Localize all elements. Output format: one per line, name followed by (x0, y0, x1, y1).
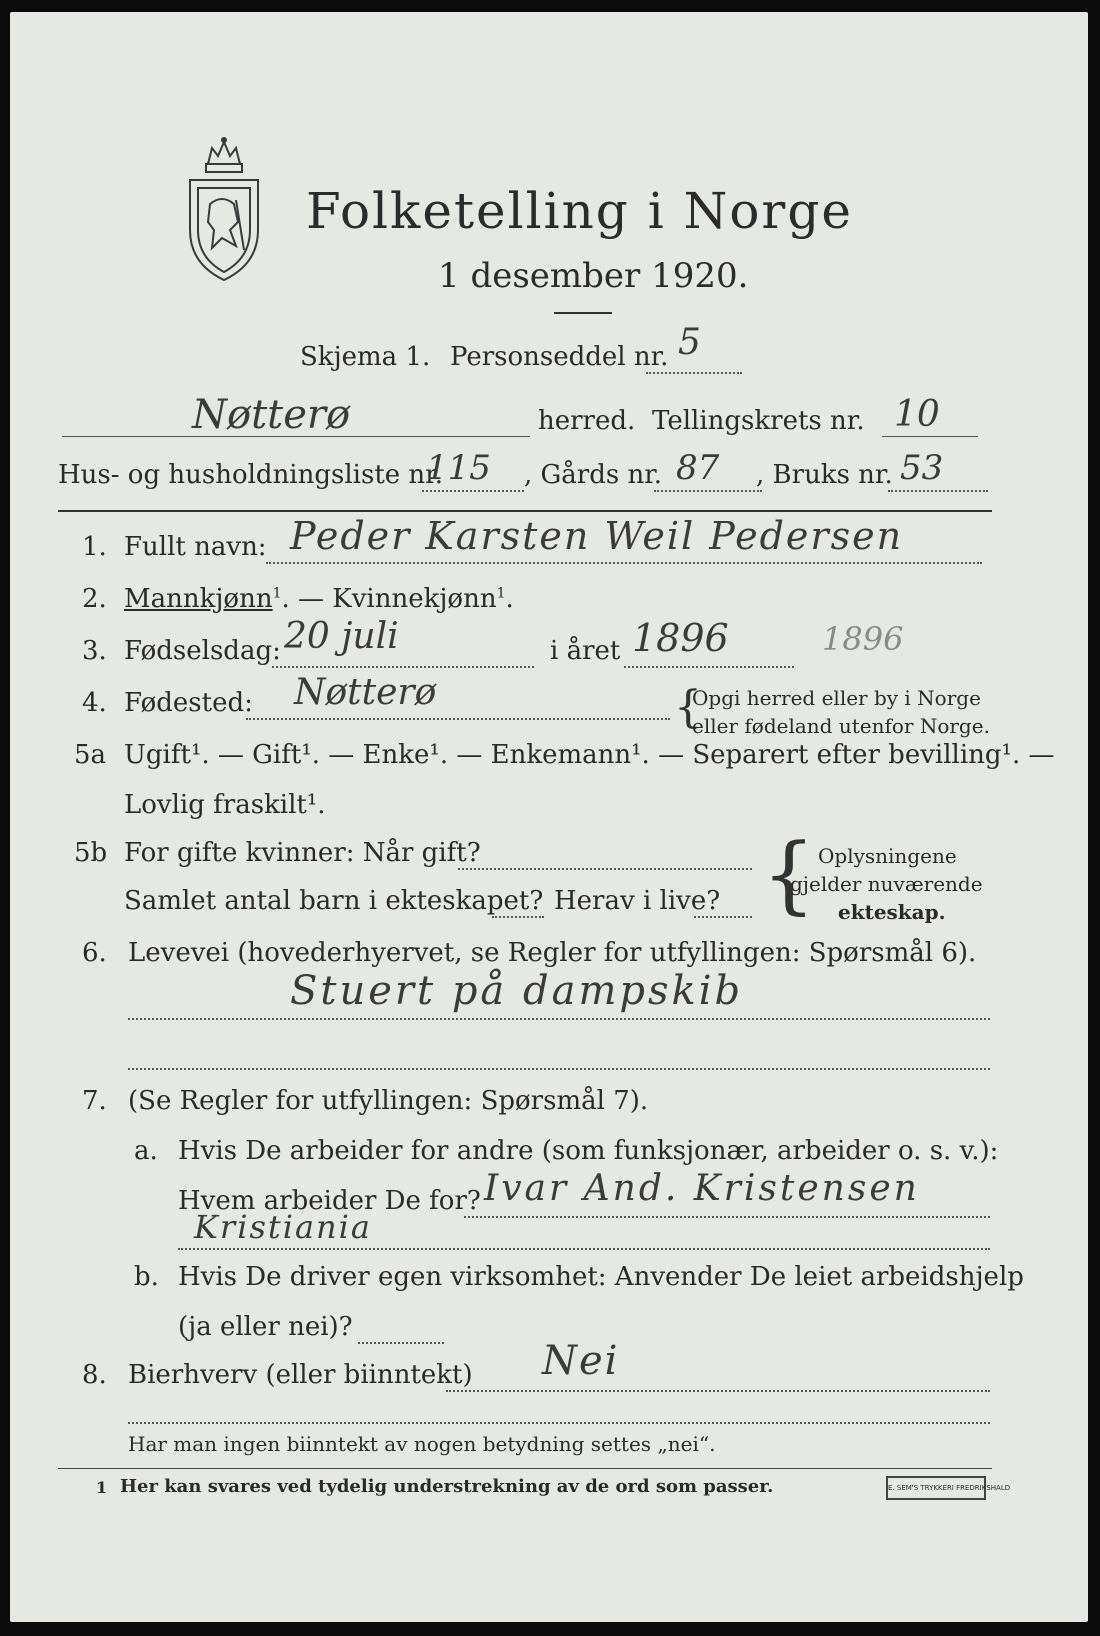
q4-number: 4. (82, 688, 107, 718)
q3-year-line (624, 666, 794, 668)
q1-label: Fullt navn: (124, 532, 267, 562)
q5b-note-1: Oplysningene (818, 844, 957, 868)
q7b-question: (ja eller nei)? (178, 1312, 353, 1342)
personseddel-label: Personseddel nr. (450, 342, 669, 372)
q1-number: 1. (82, 532, 107, 562)
title-divider (554, 312, 612, 314)
q7b-number: b. (134, 1262, 159, 1292)
q4-label: Fødested: (124, 688, 253, 718)
q5b-label-2: Samlet antal barn i ekteskapet? (124, 886, 544, 916)
tellingskrets-label: Tellingskrets nr. (652, 406, 865, 436)
q5b-label-1: For gifte kvinner: Når gift? (124, 838, 481, 868)
q5b-brace: { (762, 825, 816, 923)
q7-label: (Se Regler for utfyllingen: Spørsmål 7). (128, 1086, 649, 1116)
form-date: 1 desember 1920. (438, 256, 749, 296)
gards-label: , Gårds nr. (524, 460, 663, 490)
q4-brace: { (674, 682, 702, 733)
q5b-note-2: gjelder nuværende (790, 872, 983, 896)
q7a-line-1 (464, 1216, 990, 1218)
q7a-number: a. (134, 1136, 158, 1166)
q5b-note-3: ekteskap. (838, 900, 946, 924)
q8-label: Bierhverv (eller biinntekt) (128, 1360, 473, 1390)
q3-label: Fødselsdag: (124, 636, 281, 666)
q7b-line (358, 1342, 444, 1344)
q7-number: 7. (82, 1086, 107, 1116)
q6-occupation-value[interactable]: Stuert på dampskib (290, 968, 744, 1014)
footer-divider (58, 1468, 992, 1469)
q7b-label: Hvis De driver egen virksomhet: Anvender De leiet arbeidshjelp (178, 1262, 1024, 1292)
q2-male-option[interactable]: Mannkjønn (124, 584, 273, 614)
q7a-employer-city-value[interactable]: Kristiania (194, 1208, 372, 1246)
q4-birthplace-value[interactable]: Nøtterø (294, 672, 437, 713)
q8-number: 8. (82, 1360, 107, 1390)
q3-year-label: i året (550, 636, 621, 666)
q3-year-note: 1896 (822, 620, 904, 658)
gards-value[interactable]: 87 (676, 448, 720, 488)
personseddel-value[interactable]: 5 (678, 322, 701, 363)
bruks-value[interactable]: 53 (900, 448, 944, 488)
q5b-line-1 (458, 868, 752, 870)
q8-line-2 (128, 1422, 990, 1424)
herred-label: herred. (538, 406, 636, 436)
q1-full-name-value[interactable]: Peder Karsten Weil Pedersen (290, 514, 904, 558)
q3-day-line (272, 666, 534, 668)
q2-sup-2: 1 (496, 585, 506, 602)
q1-line (266, 562, 982, 564)
herred-value[interactable]: Nøtterø (192, 392, 351, 438)
q3-year-value[interactable]: 1896 (632, 616, 729, 660)
form-title: Folketelling i Norge (306, 182, 853, 240)
bierhverv-note: Har man ingen biinntekt av nogen betydning settes „nei“. (128, 1432, 716, 1456)
schema-label: Skjema 1. (300, 342, 431, 372)
tellingskrets-value[interactable]: 10 (894, 394, 940, 435)
q7a-employer-value[interactable]: Ivar And. Kristensen (484, 1168, 920, 1209)
q2-sup-1: 1 (272, 585, 282, 602)
coat-of-arms-icon (182, 134, 266, 284)
footnote-text: Her kan svares ved tydelig understrekning av de ord som passer. (120, 1476, 774, 1497)
q5b-line-2 (492, 916, 544, 918)
header-divider (58, 510, 992, 512)
hus-value[interactable]: 115 (426, 448, 491, 488)
q5b-line-3 (694, 916, 752, 918)
q3-day-value[interactable]: 20 juli (284, 616, 399, 657)
q8-line-1 (446, 1390, 990, 1392)
q7a-line-2 (178, 1248, 990, 1250)
q6-line-2 (128, 1068, 990, 1070)
q2-end: . (505, 584, 514, 614)
q7a-label: Hvis De arbeider for andre (som funksjonær, arbeider o. s. v.): (178, 1136, 999, 1166)
q2-female-option[interactable]: Kvinnekjønn (332, 584, 497, 614)
q4-note-2: eller fødeland utenfor Norge. (692, 714, 990, 738)
hus-line (422, 490, 524, 492)
hus-label: Hus- og husholdningsliste nr. (58, 460, 444, 490)
q6-label: Levevei (hovederhyervet, se Regler for utfyllingen: Spørsmål 6). (128, 938, 977, 968)
tellingskrets-line (882, 436, 978, 437)
personseddel-line (646, 372, 742, 374)
printer-mark (886, 1476, 1011, 1500)
gards-line (654, 490, 762, 492)
footnote-number: 1 (96, 1478, 108, 1497)
q5a-options[interactable]: Ugift¹. — Gift¹. — Enke¹. — Enkemann¹. — Separert efter bevilling¹. — (124, 740, 1055, 770)
q5a-options-line2[interactable]: Lovlig fraskilt¹. (124, 790, 326, 820)
q5b-number: 5b (74, 838, 108, 868)
bruks-label: , Bruks nr. (756, 460, 893, 490)
q2-separator: . — (281, 584, 333, 614)
census-form (10, 12, 1088, 1622)
q6-line-1 (128, 1018, 990, 1020)
q2-gender (124, 584, 514, 614)
q4-line (246, 718, 670, 720)
q3-number: 3. (82, 636, 107, 666)
printer-text: E. SEM'S TRYKKERI FREDRIKSHALD (888, 1484, 1011, 1492)
bruks-line (888, 490, 988, 492)
q8-value[interactable]: Nei (542, 1338, 620, 1384)
q2-number: 2. (82, 584, 107, 614)
q5a-number: 5a (74, 740, 107, 770)
q4-note-1: Opgi herred eller by i Norge (692, 686, 981, 710)
q5b-label-3: Herav i live? (554, 886, 721, 916)
q7a-question: Hvem arbeider De for? (178, 1186, 481, 1216)
q6-number: 6. (82, 938, 107, 968)
